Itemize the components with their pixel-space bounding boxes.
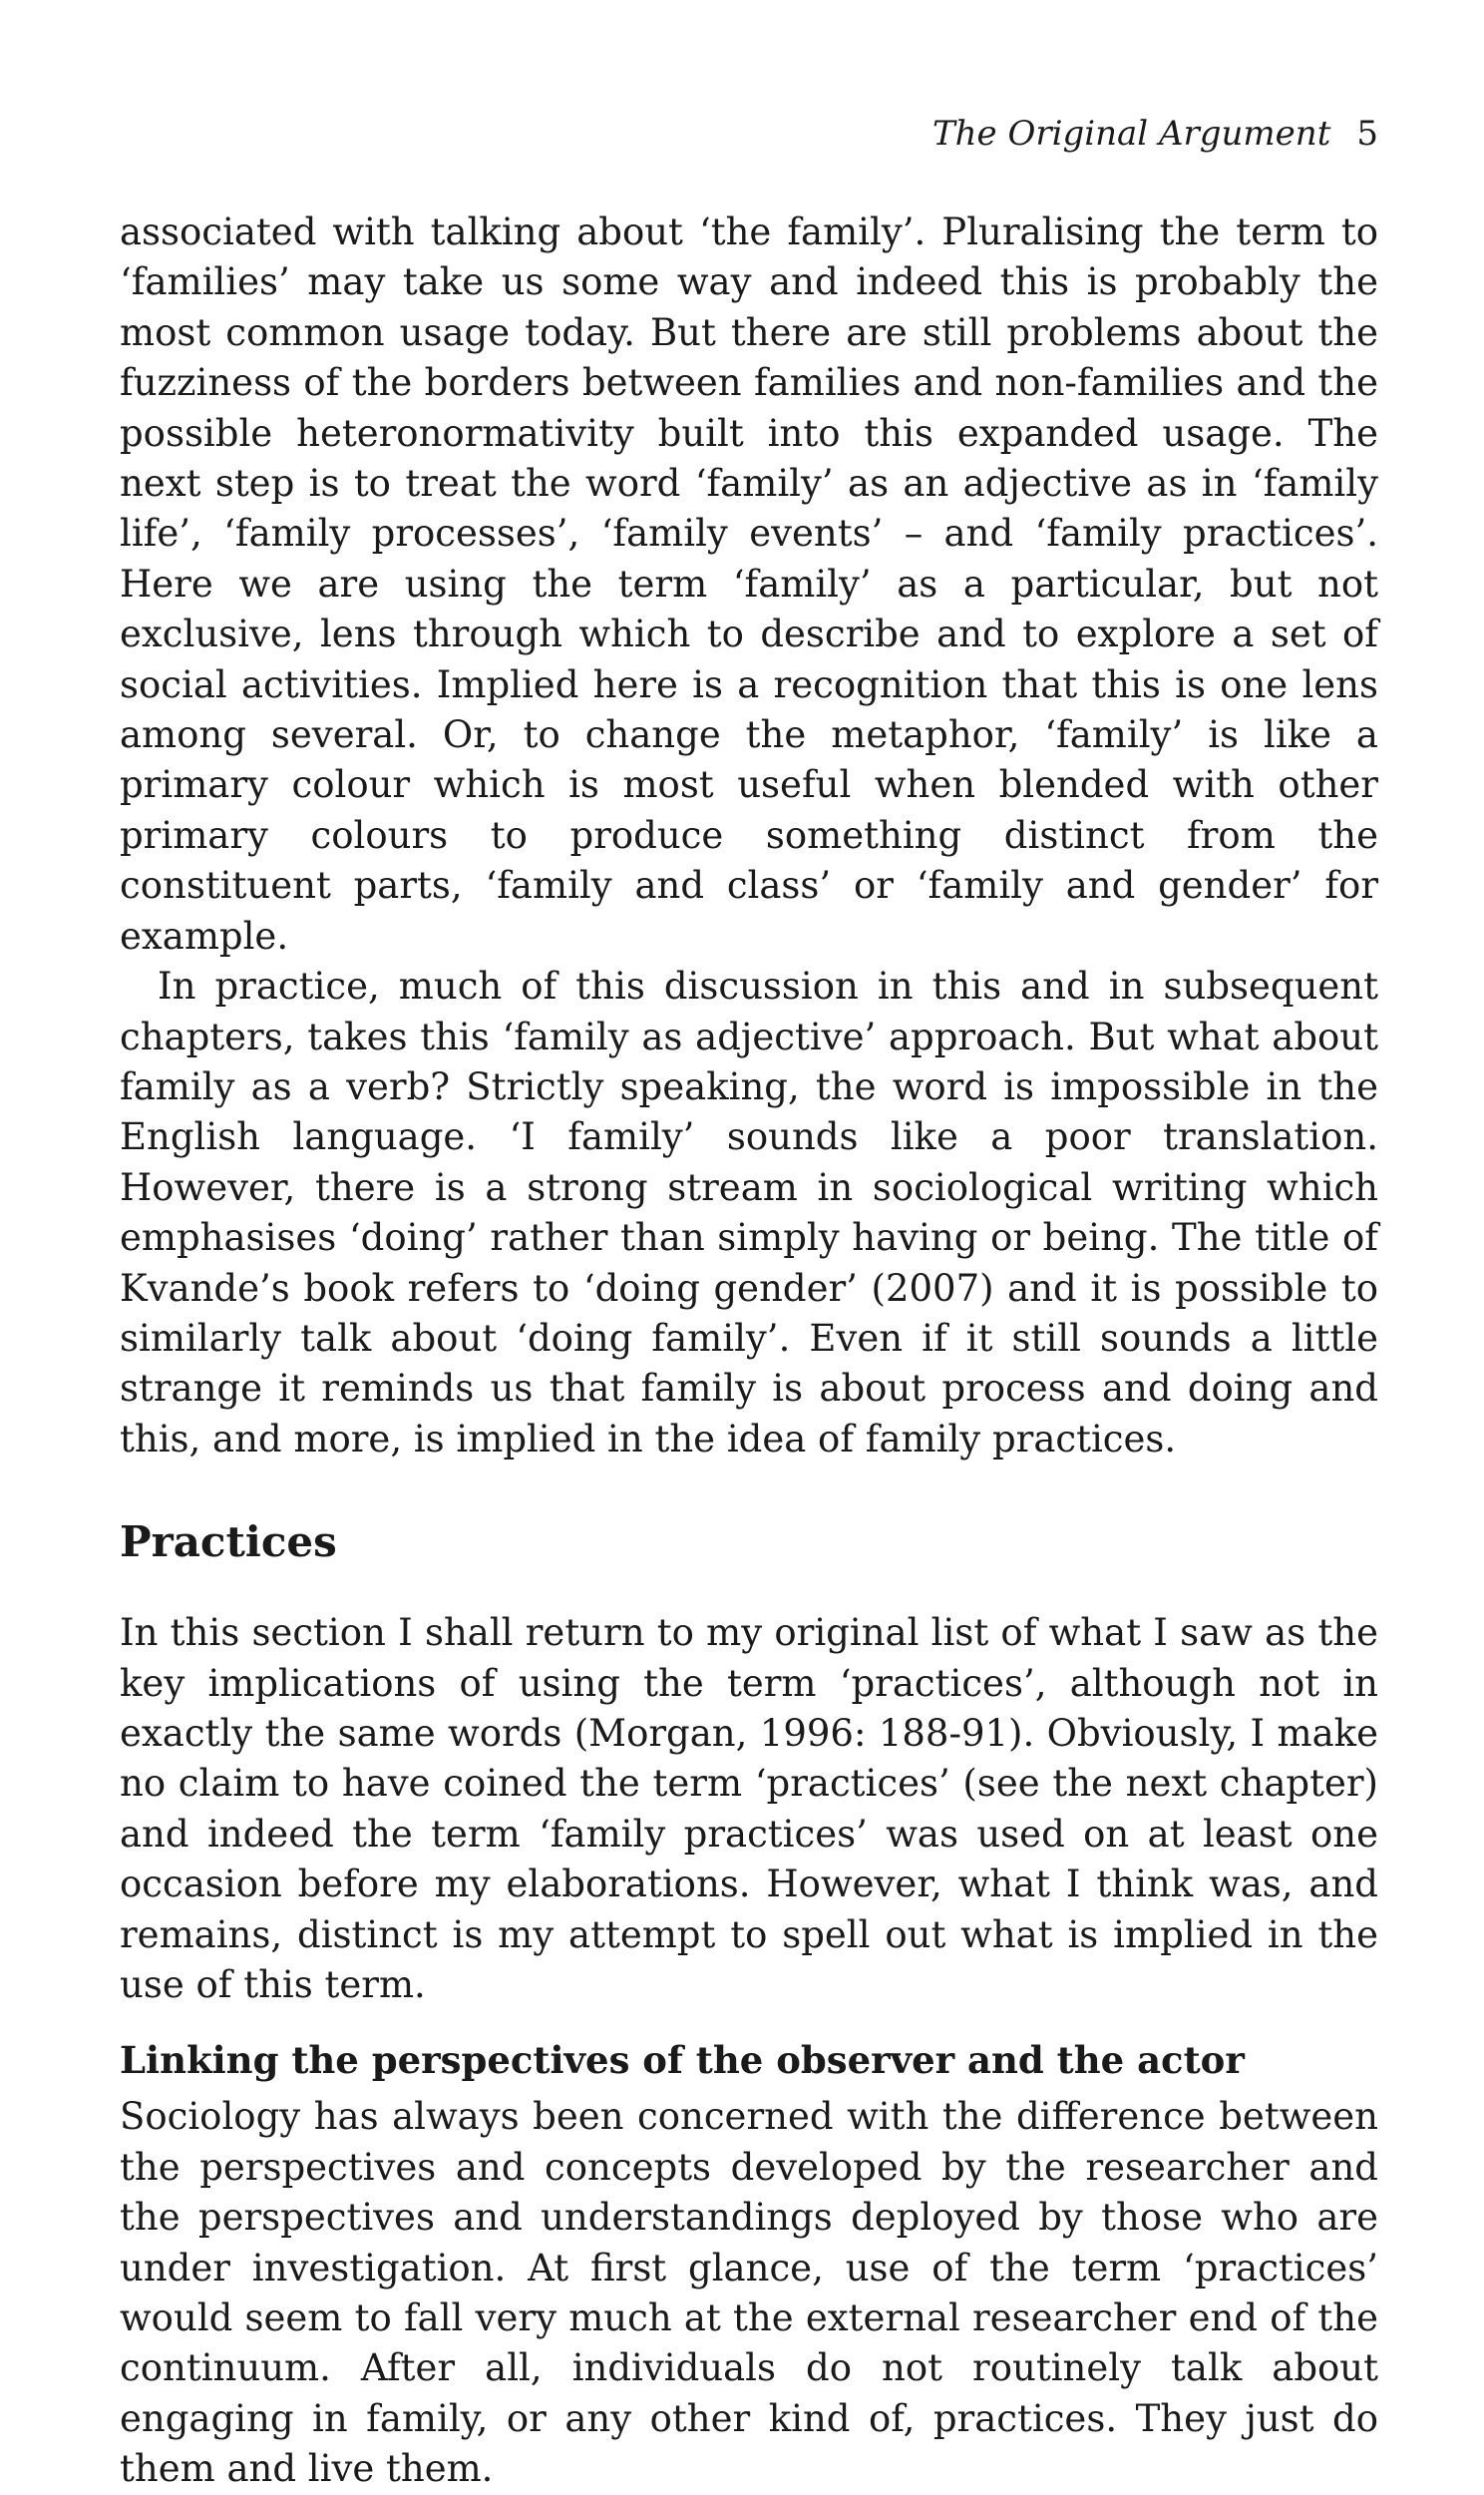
paragraph-2: In practice, much of this discussion in this and in subsequent chapters, takes this ‘family as adjective’ approach. But what about family as a verb? Strictly speaking, the word is impossible in the English language. ‘I family’ sounds like a poor translation. However, there is a strong stream in sociological writing which emphasises ‘doing’ rather than simply having or being. The title of Kvande’s book refers to ‘doing gender’ (2007) and it is possible to similarly talk about ‘doing family’. Even if it still sounds a little strange it reminds us that family is about process and doing and this, and more, is implied in the idea of family practices. [120,965,1378,1460]
subsection-heading: Linking the perspectives of the observer and the actor [120,2038,1245,2083]
section-heading: Practices [120,1517,337,1567]
paragraph-4: Sociology has always been concerned with the difference between the perspectives and concepts developed by the researcher and the perspectives and understandings deployed by those who are under investigation. At first glance, use of the term ‘practices’ would seem to fall very much at the external researcher end of the continuum. After all, individuals do not routinely talk about engaging in family, or any other kind of, practices. They just do them and live them. [120,2095,1378,2491]
running-head [120,114,1378,154]
paragraph-1: associated with talking about ‘the family’. Pluralising the term to ‘families’ may take us some way and indeed this is probably the most common usage today. But there are still problems about the fuzziness of the borders between families and non-families and the possible heteronormativity built into this expanded usage. The next step is to treat the word ‘family’ as an adjective as in ‘family life’, ‘family processes’, ‘family events’ – and ‘family practices’. Here we are using the term ‘family’ as a particular, but not exclusive, lens through which to describe and to explore a set of social activities. Implied here is a recognition that this is one lens among several. Or, to change the metaphor, ‘family’ is like a primary colour which is most useful when blended with other primary colours to produce something distinct from the constituent parts, ‘family and class’ or ‘family and gender’ for example. [120,210,1378,958]
running-head-title: The Original Argument [931,114,1331,154]
page-number: 5 [1356,114,1378,154]
paragraph-3: In this section I shall return to my original list of what I saw as the key implications of using the term ‘practices’, although not in exactly the same words (Morgan, 1996: 188-91). Obviously, I make no claim to have coined the term ‘practices’ (see the next chapter) and indeed the term ‘family practices’ was used on at least one occasion before my elaborations. However, what I think was, and remains, distinct is my attempt to spell out what is implied in the use of this term. [120,1611,1378,2006]
body-text [120,208,1378,2495]
